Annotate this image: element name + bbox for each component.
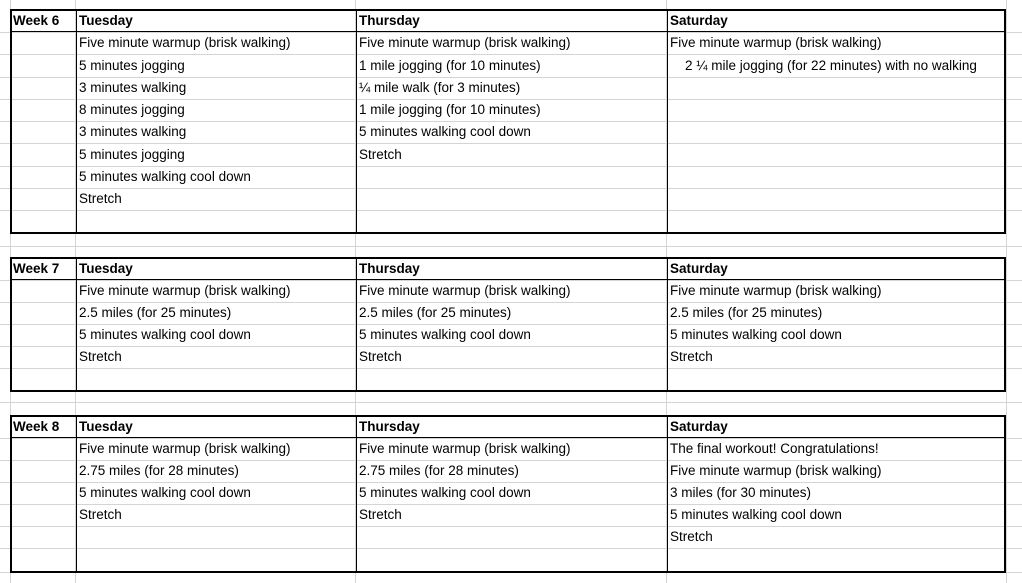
workout-step: Five minute warmup (brisk walking) xyxy=(670,463,882,478)
day-header-saturday: Saturday xyxy=(670,261,728,276)
week-label: Week 7 xyxy=(13,261,60,276)
workout-step: 5 minutes walking cool down xyxy=(79,327,251,342)
day-header-thursday: Thursday xyxy=(359,419,420,434)
workout-step: Stretch xyxy=(359,349,402,364)
workout-step: Five minute warmup (brisk walking) xyxy=(79,441,291,456)
workout-step: 2.5 miles (for 25 minutes) xyxy=(359,305,512,320)
workout-step: ¼ mile walk (for 3 minutes) xyxy=(359,80,521,95)
workout-step: 2 ¼ mile jogging (for 22 minutes) with no walking xyxy=(685,58,977,73)
workout-step: 5 minutes walking cool down xyxy=(359,124,531,139)
workout-step: Stretch xyxy=(79,191,122,206)
workout-step: Stretch xyxy=(359,507,402,522)
workout-step: 5 minutes walking cool down xyxy=(359,485,531,500)
workout-step: Five minute warmup (brisk walking) xyxy=(670,283,882,298)
workout-step: Five minute warmup (brisk walking) xyxy=(359,35,571,50)
week-label: Week 8 xyxy=(13,419,60,434)
workout-step: 5 minutes jogging xyxy=(79,147,185,162)
workout-step: 5 minutes walking cool down xyxy=(359,327,531,342)
workout-step: Five minute warmup (brisk walking) xyxy=(670,35,882,50)
workout-step: 5 minutes walking cool down xyxy=(79,169,251,184)
workout-step: Five minute warmup (brisk walking) xyxy=(79,283,291,298)
workout-step: 5 minutes walking cool down xyxy=(79,485,251,500)
day-header-tuesday: Tuesday xyxy=(79,13,133,28)
day-header-tuesday: Tuesday xyxy=(79,261,133,276)
workout-step: 3 minutes walking xyxy=(79,124,187,139)
workout-step: Stretch xyxy=(79,349,122,364)
day-header-saturday: Saturday xyxy=(670,13,728,28)
workout-step: 8 minutes jogging xyxy=(79,102,185,117)
workout-step: Stretch xyxy=(79,507,122,522)
day-header-saturday: Saturday xyxy=(670,419,728,434)
workout-step: 3 minutes walking xyxy=(79,80,187,95)
workout-step: Stretch xyxy=(359,147,402,162)
workout-step: Five minute warmup (brisk walking) xyxy=(79,35,291,50)
workout-step: 3 miles (for 30 minutes) xyxy=(670,485,812,500)
workout-step: Stretch xyxy=(670,529,713,544)
workout-step: Stretch xyxy=(670,349,713,364)
day-header-tuesday: Tuesday xyxy=(79,419,133,434)
workout-step: 5 minutes jogging xyxy=(79,58,185,73)
week-label: Week 6 xyxy=(13,13,60,28)
workout-step: 2.5 miles (for 25 minutes) xyxy=(79,305,232,320)
workout-step: 5 minutes walking cool down xyxy=(670,327,842,342)
workout-step: The final workout! Congratulations! xyxy=(670,441,879,456)
workout-step: 2.75 miles (for 28 minutes) xyxy=(359,463,519,478)
workout-step: 2.75 miles (for 28 minutes) xyxy=(79,463,239,478)
day-header-thursday: Thursday xyxy=(359,261,420,276)
workout-step: Five minute warmup (brisk walking) xyxy=(359,283,571,298)
workout-step: Five minute warmup (brisk walking) xyxy=(359,441,571,456)
workout-step: 5 minutes walking cool down xyxy=(670,507,842,522)
day-header-thursday: Thursday xyxy=(359,13,420,28)
workout-step: 1 mile jogging (for 10 minutes) xyxy=(359,58,541,73)
workout-step: 1 mile jogging (for 10 minutes) xyxy=(359,102,541,117)
workout-step: 2.5 miles (for 25 minutes) xyxy=(670,305,823,320)
